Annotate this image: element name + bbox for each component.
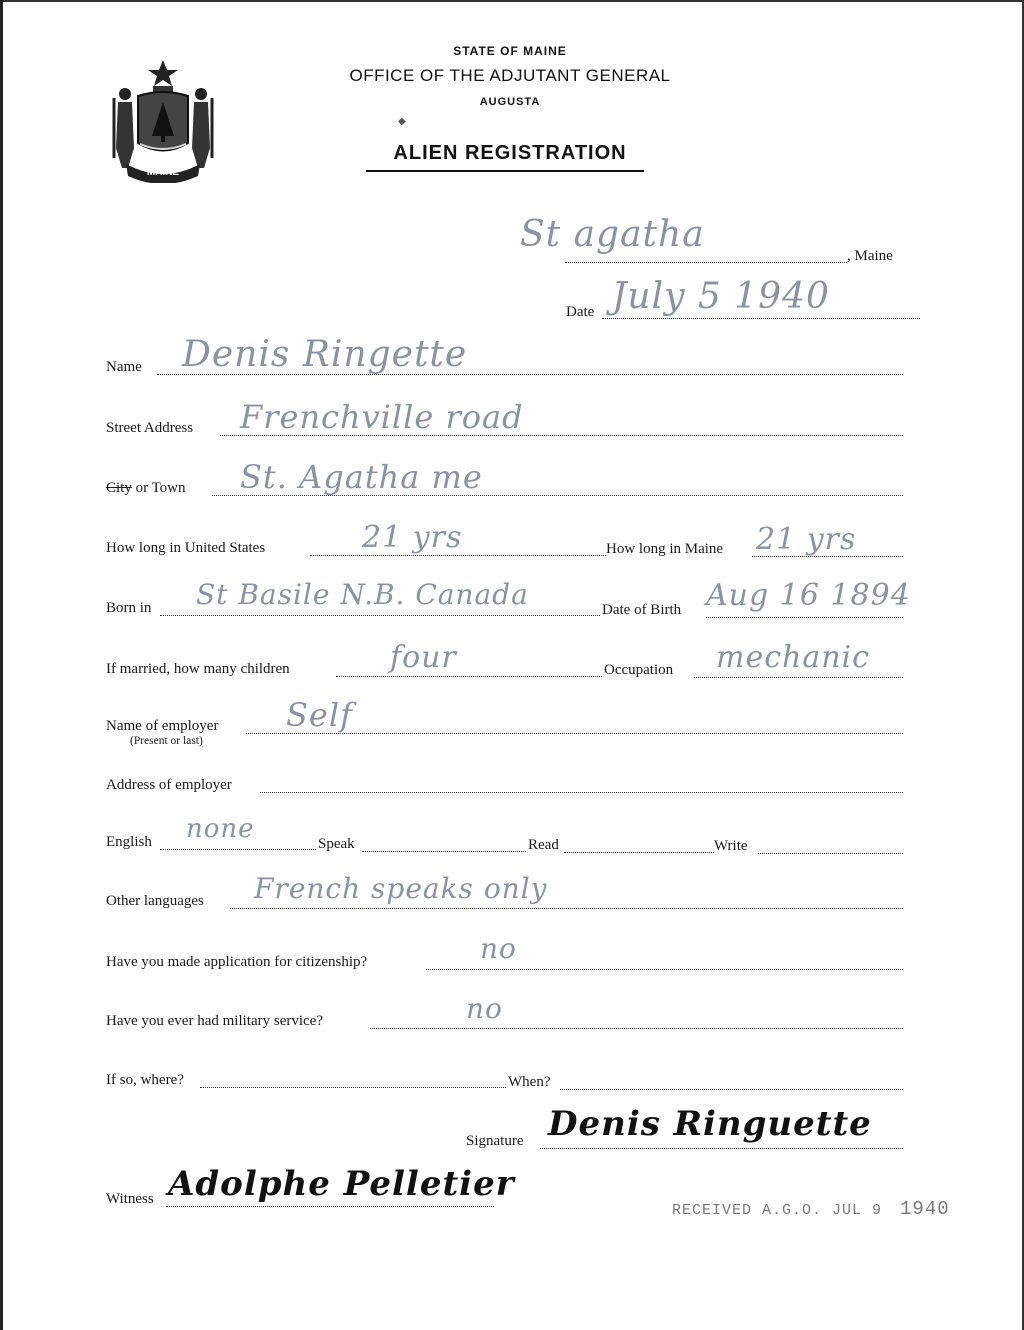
employer-name-sub-label: (Present or last) <box>130 735 203 747</box>
city-or-town-value: St. Agatha me <box>240 458 483 496</box>
citizenship-line <box>426 969 903 970</box>
read-line <box>564 852 714 853</box>
how-long-us-line <box>310 555 606 556</box>
occupation-label: Occupation <box>604 662 674 678</box>
born-in-label: Born in <box>106 600 152 616</box>
signature-label: Signature <box>466 1133 524 1149</box>
military-label: Have you ever had military service? <box>106 1013 323 1029</box>
how-long-us-label: How long in United States <box>106 540 266 556</box>
received-stamp-year: 1940 <box>900 1198 950 1220</box>
read-label: Read <box>528 837 559 853</box>
citizenship-label: Have you made application for citizenship? <box>106 954 368 970</box>
military-value: no <box>466 992 503 1025</box>
name-label: Name <box>106 359 142 375</box>
witness-label: Witness <box>106 1191 154 1207</box>
born-in-line <box>160 615 600 616</box>
name-value: Denis Ringette <box>182 334 468 375</box>
witness-line <box>166 1206 494 1207</box>
english-label: English <box>106 834 152 850</box>
employer-name-value: Self <box>286 696 353 734</box>
children-line <box>336 676 602 677</box>
header-city: AUGUSTA <box>479 96 541 108</box>
place-suffix: , Maine <box>847 248 893 264</box>
citizenship-value: no <box>480 932 517 965</box>
if-so-where-line <box>200 1087 506 1088</box>
witness-value: Adolphe Pelletier <box>168 1164 515 1204</box>
signature-line <box>540 1148 903 1149</box>
children-label: If married, how many children <box>106 661 290 677</box>
form-title: ALIEN REGISTRATION <box>393 142 627 164</box>
speak-label: Speak <box>318 836 355 852</box>
header-office: OFFICE OF THE ADJUTANT GENERAL <box>349 66 671 85</box>
born-in-value: St Basile N.B. Canada <box>196 578 529 611</box>
when-label: When? <box>508 1074 551 1090</box>
date-of-birth-label: Date of Birth <box>602 602 682 618</box>
date-line <box>602 318 920 319</box>
date-label: Date <box>566 304 595 320</box>
how-long-us-value: 21 yrs <box>362 520 463 555</box>
when-line <box>560 1089 903 1090</box>
write-label: Write <box>714 838 748 854</box>
city-or-town-label: City or Town <box>106 480 186 496</box>
military-line <box>370 1028 903 1029</box>
other-languages-line <box>230 908 903 909</box>
svg-text:DIRIGO <box>163 82 164 83</box>
occupation-value: mechanic <box>716 640 870 675</box>
date-of-birth-line <box>706 617 903 618</box>
if-so-where-label: If so, where? <box>106 1072 184 1088</box>
employer-address-label: Address of employer <box>106 777 232 793</box>
title-underline <box>366 170 644 172</box>
street-address-value: Frenchville road <box>240 398 524 436</box>
place-line <box>565 262 847 263</box>
street-address-label: Street Address <box>106 420 194 436</box>
occupation-line <box>694 677 903 678</box>
write-line <box>758 853 903 854</box>
place-value: St agatha <box>520 214 705 255</box>
english-value: none <box>186 814 255 844</box>
received-stamp-text: RECEIVED A.G.O. JUL 9 <box>672 1202 883 1219</box>
how-long-maine-value: 21 yrs <box>756 522 857 557</box>
scan-edge-left <box>0 0 3 1330</box>
date-of-birth-value: Aug 16 1894 <box>706 578 911 613</box>
header-ornament-icon: ◆ <box>398 116 406 127</box>
speak-line <box>362 851 526 852</box>
english-line <box>160 849 316 850</box>
scan-edge-top <box>0 0 1024 2</box>
other-languages-label: Other languages <box>106 893 204 909</box>
signature-value: Denis Ringuette <box>548 1104 872 1144</box>
date-value: July 5 1940 <box>612 276 830 317</box>
svg-text:MAINE: MAINE <box>146 167 180 178</box>
how-long-maine-label: How long in Maine <box>606 541 724 557</box>
other-languages-value: French speaks only <box>254 872 548 905</box>
header-state: STATE OF MAINE <box>453 44 567 58</box>
employer-name-label: Name of employer <box>106 718 219 734</box>
employer-address-line <box>260 792 903 793</box>
state-seal-icon <box>108 58 218 183</box>
received-stamp <box>672 1198 950 1220</box>
children-value: four <box>390 640 457 675</box>
